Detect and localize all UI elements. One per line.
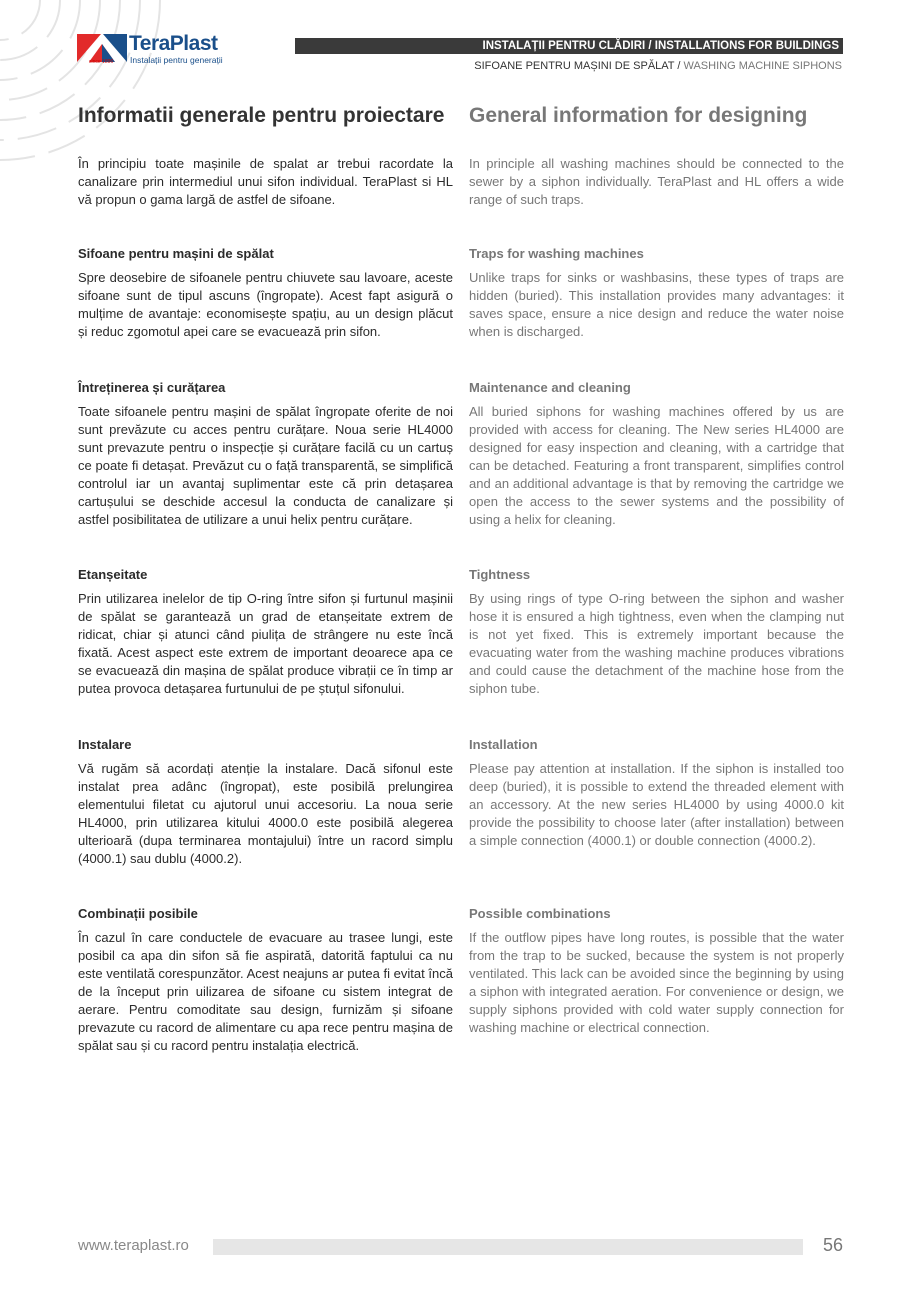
section-heading: Tightness (469, 567, 531, 582)
section-ro (78, 245, 453, 341)
section-en (469, 736, 844, 850)
intro-text: In principle all washing machines should be connected to the sewer by a siphon individually. TeraPlast and HL offers a wide range of such traps. (469, 156, 844, 207)
section-heading: Întreținerea și curățarea (78, 380, 226, 395)
section-heading: Combinații posibile (78, 906, 198, 921)
section-text: Unlike traps for sinks or washbasins, these types of traps are hidden (buried). This installation provides many advantages: it saves space, ensure a nice design and reduce the water noise when is discharged. (469, 270, 844, 339)
section-text: În cazul în care conductele de evacuare au trasee lungi, este posibil ca apa din sifon să fie aspirată, datorită faptului ca nu este ventilată corespunzător. Acest neajuns ar putea fi evitat încă de la început prin uilizarea de sifoane cu sistem integrat de aerare. Pentru comoditate sau design, furnizăm și sifoane prevazute cu racord de alimentare cu apa rece pentru mașina de spălat sau și cu racord pentru instalația electrică. (78, 930, 453, 1053)
section-text: Please pay attention at installation. If the siphon is installed too deep (buried), it is possible to extend the threaded element with an accessory. At the new series HL4000 by using 4000.0 kit provide the possibility to choose later (after installation) between a simple connection (4000.1) or double connection (4000.2). (469, 761, 844, 848)
brand-since: since 1896 (89, 59, 114, 65)
section-text: All buried siphons for washing machines offered by us are provided with access for cleaning. The New series HL4000 are designed for easy inspection and cleaning, with a cartridge that can be detached. Featuring a front transparent, simplifies control and an additional advantage is that by removing the cartridge we open the access to the sewer systems and the possibility of using a helix for cleaning. (469, 404, 844, 527)
section-text: Spre deosebire de sifoanele pentru chiuvete sau lavoare, aceste sifoane sunt de tipul ascuns (îngropate). Acest fapt asigură o mulțime de avantaje: economisește spațiu, au un design plăcut și reduc zgomotul apei care se evacuează prin sifon. (78, 270, 453, 339)
section-text: Vă rugăm să acordați atenție la instalare. Dacă sifonul este instalat prea adânc (îngropat), este posibilă prelungirea elementului filetat cu ajutorul unui accesoriu. La noua serie HL4000, prin utilizarea kitului 4000.0 este posibilă alegerea ulterioară (dupa terminarea montajului) între un racord simplu (4000.1) sau dublu (4000.2). (78, 761, 453, 866)
section-text: Toate sifoanele pentru mașini de spălat îngropate oferite de noi sunt prevăzute cu acces pentru curățare. Noua serie HL4000 sunt prevazute pentru o inspecție și curățare facilă cu un cartuș ce poate fi detașat. Prevăzut cu o față transparentă, se simplifică controlul iar un avantaj suplimentar este că prin detașarea cartușului se deschide accesul la conducta de canalizare și astfel posibilitatea de utilizare a unui helix pentru curățare. (78, 404, 453, 527)
section-ro (78, 736, 453, 868)
section-heading: Traps for washing machines (469, 246, 644, 261)
section-heading: Sifoane pentru mașini de spălat (78, 246, 274, 261)
intro-en (469, 155, 844, 209)
section-text: By using rings of type O-ring between the siphon and washer hose it is ensured a high tightness, even when the clamping nut is not yet fixed. This is extremely important because the evacuating water from the washing machine produces vibrations and could cause the detachment of the machine hose from the siphon tube. (469, 591, 844, 696)
subcategory (474, 60, 842, 72)
footer-website-link[interactable]: www.teraplast.ro (78, 1237, 189, 1254)
section-en (469, 566, 844, 698)
page-number: 56 (822, 1235, 843, 1255)
section-heading: Possible combinations (469, 906, 611, 921)
section-ro (78, 905, 453, 1055)
brand-tagline: Instalații pentru generații (130, 55, 223, 65)
subcategory-ro: SIFOANE PENTRU MAȘINI DE SPĂLAT / (474, 60, 681, 72)
section-en (469, 379, 844, 529)
section-heading: Maintenance and cleaning (469, 380, 631, 395)
section-en (469, 905, 844, 1037)
section-ro (78, 379, 453, 529)
title-en: General information for designing (469, 104, 808, 127)
section-heading: Etanșeitate (78, 567, 148, 582)
category-bar: INSTALAȚII PENTRU CLĂDIRI / INSTALLATIONS FOR BUILDINGS (295, 38, 843, 54)
subcategory-en: WASHING MACHINE SIPHONS (683, 60, 842, 72)
brand-name: TeraPlast (129, 32, 218, 55)
intro-text: În principiu toate mașinile de spalat ar trebui racordate la canalizare prin intermediul unui sifon individual. TeraPlast si HL vă propun o gama largă de astfel de sifoane. (78, 156, 453, 207)
intro-ro (78, 155, 453, 209)
section-text: If the outflow pipes have long routes, is possible that the water from the trap to be sucked, because the system is not properly ventilated. This lack can be avoided since the beginning by using a siphon with integrated aeration. For convenience or design, we supply siphons provided with cold water supply connection for washing machine or electrical connection. (469, 930, 844, 1035)
section-heading: Instalare (78, 737, 132, 752)
section-en (469, 245, 844, 341)
section-ro (78, 566, 453, 698)
section-heading: Installation (469, 737, 538, 752)
teraplast-logo[interactable] (77, 34, 242, 68)
title-ro: Informatii generale pentru proiectare (78, 104, 445, 127)
footer-divider (213, 1239, 803, 1255)
section-text: Prin utilizarea inelelor de tip O-ring între sifon și furtunul mașinii de spălat se garantează un grad de etanșeitate extrem de ridicat, chiar și atunci când piulița de strângere nu este încă fixată. Acest aspect este extrem de important deoarece apa ce se evacuează din mașina de spălat produce vibrații ce în timp ar putea provoca detașarea furtunului de pe ștuțul sifonului. (78, 591, 453, 696)
